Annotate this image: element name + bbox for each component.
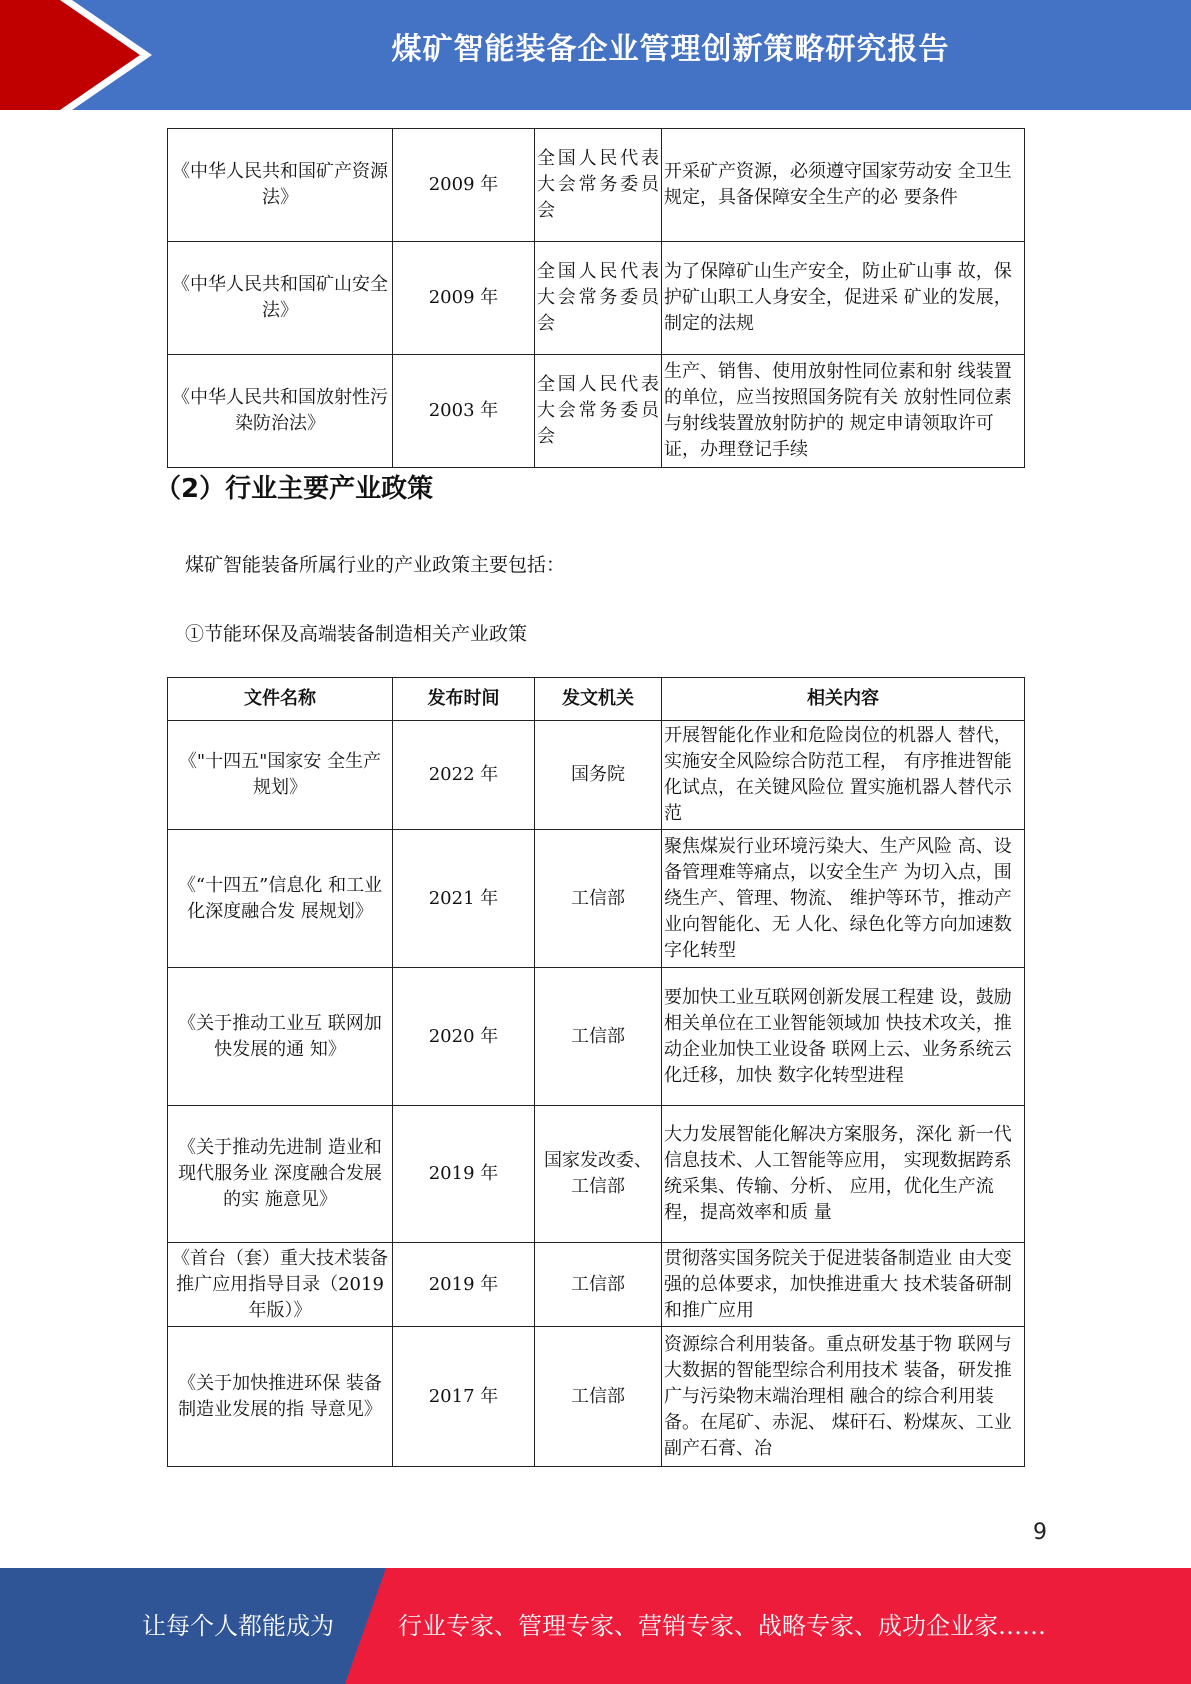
document-name: 《中华人民共和国矿山安全法》 (168, 242, 393, 355)
issuing-authority: 工信部 (535, 1327, 662, 1467)
table-row (168, 355, 1025, 468)
related-content: 为了保障矿山生产安全，防止矿山事 故，保护矿山职工人身安全，促进采 矿业的发展，制定的法规 (662, 242, 1025, 355)
issuing-authority: 国家发改委、工信部 (535, 1106, 662, 1243)
document-name: 《关于加快推进环保 装备制造业发展的指 导意见》 (168, 1327, 393, 1467)
related-content: 生产、销售、使用放射性同位素和射 线装置的单位，应当按照国务院有关 放射性同位素与射线装置放射防护的 规定申请领取许可证，办理登记手续 (662, 355, 1025, 468)
table-row (168, 1243, 1025, 1327)
publish-date: 2017 年 (393, 1327, 535, 1467)
issuing-authority: 全国人民代表大会常务委员会 (535, 355, 662, 468)
report-title: 煤矿智能装备企业管理创新策略研究报告 (391, 32, 950, 67)
footer-slogan-right: 行业专家、管理专家、营销专家、战略专家、成功企业家…… (398, 1612, 1046, 1640)
table-header-row (168, 678, 1025, 721)
table-row (168, 1327, 1025, 1467)
related-content: 贯彻落实国务院关于促进装备制造业 由大变强的总体要求，加快推进重大 技术装备研制和推广应用 (662, 1243, 1025, 1327)
section-heading: （2）行业主要产业政策 (155, 474, 434, 504)
issuing-authority: 工信部 (535, 830, 662, 968)
publish-date: 2003 年 (393, 355, 535, 468)
related-content: 开采矿产资源，必须遵守国家劳动安 全卫生规定，具备保障安全生产的必 要条件 (662, 129, 1025, 242)
table-row (168, 830, 1025, 968)
document-name: 《“十四五”信息化 和工业化深度融合发 展规划》 (168, 830, 393, 968)
page-number: 9 (1033, 1520, 1047, 1545)
issuing-authority: 全国人民代表大会常务委员会 (535, 129, 662, 242)
column-header: 相关内容 (662, 678, 1025, 721)
table-row (168, 242, 1025, 355)
publish-date: 2009 年 (393, 129, 535, 242)
publish-date: 2022 年 (393, 721, 535, 830)
publish-date: 2020 年 (393, 968, 535, 1106)
publish-date: 2009 年 (393, 242, 535, 355)
table-row (168, 129, 1025, 242)
related-content: 资源综合利用装备。重点研发基于物 联网与大数据的智能型综合利用技术 装备，研发推广与污染物末端治理相 融合的综合利用装备。在尾矿、赤泥、 煤矸石、粉煤灰、工业副产石膏、冶 (662, 1327, 1025, 1467)
intro-paragraph: 煤矿智能装备所属行业的产业政策主要包括： (185, 554, 566, 576)
related-content: 大力发展智能化解决方案服务，深化 新一代信息技术、人工智能等应用， 实现数据跨系统采集、传输、分析、 应用，优化生产流程，提高效率和质 量 (662, 1106, 1025, 1243)
footer-banner (0, 1568, 1191, 1684)
document-name: 《关于推动工业互 联网加快发展的通 知》 (168, 968, 393, 1106)
policies-table (167, 677, 1025, 1467)
publish-date: 2019 年 (393, 1106, 535, 1243)
header-banner (0, 0, 1191, 110)
issuing-authority: 工信部 (535, 1243, 662, 1327)
laws-table (167, 128, 1025, 468)
document-name: 《中华人民共和国矿产资源法》 (168, 129, 393, 242)
column-header: 发文机关 (535, 678, 662, 721)
related-content: 聚焦煤炭行业环境污染大、生产风险 高、设备管理难等痛点，以安全生产 为切入点，围绕生产、管理、物流、 维护等环节，推动产业向智能化、无 人化、绿色化等方向加速数字化转型 (662, 830, 1025, 968)
issuing-authority: 工信部 (535, 968, 662, 1106)
table-row (168, 721, 1025, 830)
publish-date: 2019 年 (393, 1243, 535, 1327)
column-header: 文件名称 (168, 678, 393, 721)
table-row (168, 968, 1025, 1106)
policy-subheading: ①节能环保及高端装备制造相关产业政策 (185, 623, 528, 645)
column-header: 发布时间 (393, 678, 535, 721)
table-row (168, 1106, 1025, 1243)
document-name: 《关于推动先进制 造业和现代服务业 深度融合发展的实 施意见》 (168, 1106, 393, 1243)
issuing-authority: 全国人民代表大会常务委员会 (535, 242, 662, 355)
publish-date: 2021 年 (393, 830, 535, 968)
document-name: 《首台（套）重大技术装备推广应用指导目录（2019 年版）》 (168, 1243, 393, 1327)
document-name: 《中华人民共和国放射性污染防治法》 (168, 355, 393, 468)
document-name: 《"十四五"国家安 全生产规划》 (168, 721, 393, 830)
footer-slogan-left: 让每个人都能成为 (142, 1612, 334, 1640)
related-content: 开展智能化作业和危险岗位的机器人 替代，实施安全风险综合防范工程， 有序推进智能化试点，在关键风险位 置实施机器人替代示范 (662, 721, 1025, 830)
related-content: 要加快工业互联网创新发展工程建 设，鼓励相关单位在工业智能领域加 快技术攻关，推动企业加快工业设备 联网上云、业务系统云化迁移，加快 数字化转型进程 (662, 968, 1025, 1106)
issuing-authority: 国务院 (535, 721, 662, 830)
